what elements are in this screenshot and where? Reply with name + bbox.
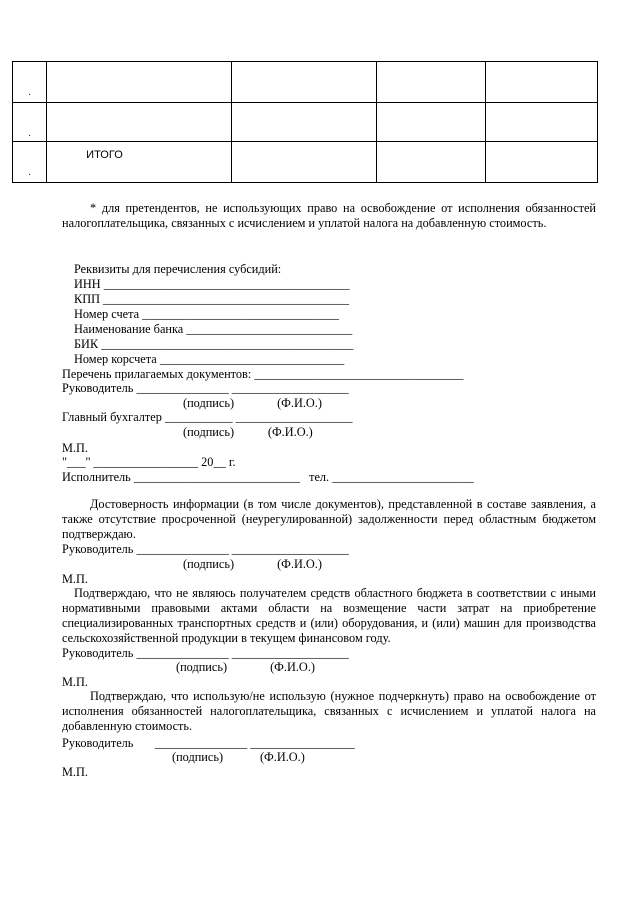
summary-table [12,61,598,183]
requisites-title: Реквизиты для перечисления субсидий: [74,262,282,276]
executor-line: Исполнитель ___________________________ тел. _______________________ [62,470,474,484]
confirmation-paragraph: Подтверждаю, что использую/не использую (нужное подчеркнуть) право на освобождение от исполнения обязанностей налогоплательщика, связанных с исчислением и уплатой налога на добавленную стоимость. [62,689,596,733]
accountant-signature-line: Главный бухгалтер ___________ ___________________ [62,410,353,424]
table-cell [232,103,377,142]
bank-name-field: Наименование банка ___________________________ [74,322,353,336]
head-signature-line: Руководитель _______________ ___________________ [62,542,349,556]
table-cell [13,142,47,183]
table-cell [486,103,598,142]
table-cell [232,62,377,103]
table-cell [486,142,598,183]
table-cell [486,62,598,103]
signature-caption: (подпись) (Ф.И.О.) [183,396,322,410]
bik-field: БИК _________________________________________ [74,337,354,351]
inn-field: ИНН ________________________________________ [74,277,350,291]
table-cell [232,142,377,183]
stamp-label: М.П. [62,572,88,586]
table-cell [47,103,232,142]
table-row [13,103,598,142]
table-cell [13,103,47,142]
document-list-field: Перечень прилагаемых документов: __________________________________ [62,367,464,381]
confirmation-paragraph: Достоверность информации (в том числе документов), представленной в составе заявления, а также отсутствие просроченной (неурегулированной) задолженности перед областным бюджетом подтверждаю. [62,497,596,541]
table-cell [47,142,232,183]
table-cell [47,62,232,103]
head-signature-line: Руководитель _______________ _________________ [62,736,355,750]
head-signature-line: Руководитель _______________ ___________________ [62,646,349,660]
stamp-label: М.П. [62,675,88,689]
table-cell [376,142,486,183]
confirmation-paragraph: Подтверждаю, что не являюсь получателем средств областного бюджета в соответствии с иными нормативными правовыми актами области на возмещение части затрат на приобретение специализированных транспортных средств и (или) оборудования, и (или) машин для производства сельскохозяйственной продукции в текущем финансовом году. [62,586,596,645]
table-row [13,62,598,103]
table-cell [13,62,47,103]
date-line: "___" _________________ 20__ г. [62,455,236,469]
table-cell [376,62,486,103]
row-number: . [28,128,31,138]
stamp-label: М.П. [62,441,88,455]
table-cell [376,103,486,142]
stamp-label: М.П. [62,765,88,779]
account-field: Номер счета ________________________________ [74,307,339,321]
signature-caption: (подпись) (Ф.И.О.) [172,750,305,764]
total-label: ИТОГО [86,149,123,161]
row-number: . [28,167,31,177]
head-signature-line: Руководитель _______________ ___________________ [62,381,349,395]
signature-caption: (подпись) (Ф.И.О.) [176,660,315,674]
signature-caption: (подпись) (Ф.И.О.) [183,425,313,439]
signature-caption: (подпись) (Ф.И.О.) [183,557,322,571]
row-number: . [28,87,31,97]
table-row-total [13,142,598,183]
kpp-field: КПП ________________________________________ [74,292,349,306]
corr-account-field: Номер корсчета ______________________________ [74,352,345,366]
footnote-text: * для претендентов, не использующих право на освобождение от исполнения обязанностей налогоплательщика, связанных с исчислением и уплатой налога на добавленную стоимость. [62,201,596,230]
